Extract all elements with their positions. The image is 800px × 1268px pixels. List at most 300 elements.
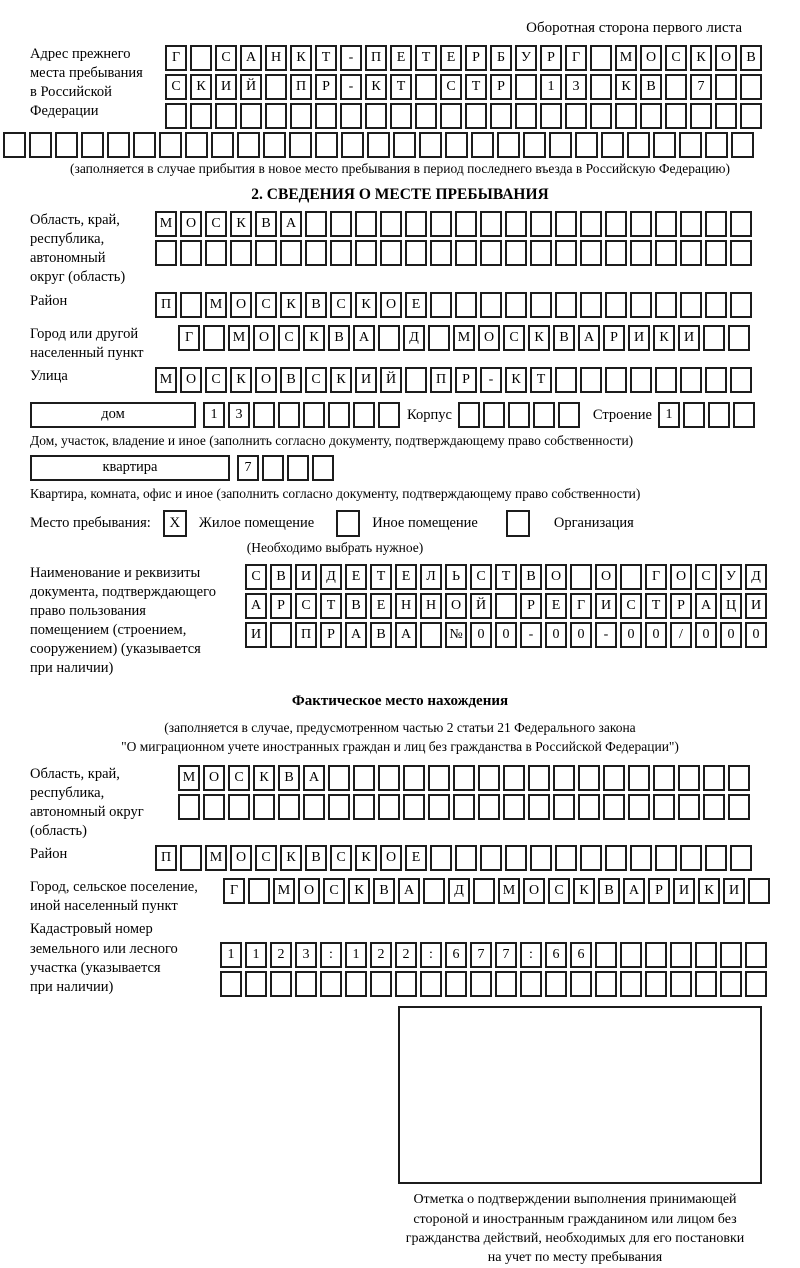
char-box: / [670,622,692,648]
char-box: Р [490,74,512,100]
char-box: Л [420,564,442,590]
char-box [655,367,677,393]
char-row [220,942,770,968]
apartment-note: Квартира, комната, офис и иное (заполнить согласно документу, подтверждающему право собственности) [30,485,641,501]
page-side-note: Оборотная сторона первого листа [526,20,742,36]
char-box [455,240,477,266]
char-box [203,325,225,351]
char-box [730,240,752,266]
char-box: Т [390,74,412,100]
char-box: : [420,942,442,968]
char-row [178,794,753,820]
char-box: Е [545,593,567,619]
char-box [630,367,652,393]
char-box [303,402,325,428]
char-box: С [255,292,277,318]
char-box: - [480,367,502,393]
char-box: М [615,45,637,71]
char-box: М [228,325,250,351]
char-box: К [230,211,252,237]
char-box: Т [645,593,667,619]
char-box [690,103,712,129]
char-box [480,240,502,266]
char-box [680,367,702,393]
char-box: Т [315,45,337,71]
char-row [178,325,753,351]
char-box [505,845,527,871]
document-label: Наименование и реквизиты документа, подтверждающего право пользования помещением (строением, сооружением) (указывается при наличии) [30,564,216,677]
prev-address-label: Адрес прежнего места пребывания в Российской Федерации [30,46,143,120]
char-box [445,132,468,158]
char-box [515,103,537,129]
char-box: С [165,74,187,100]
char-box [740,74,762,100]
city-label: Город или другой населенный пункт [30,325,144,361]
char-box [670,942,692,968]
char-box: К [355,292,377,318]
char-box [578,794,600,820]
char-box [505,240,527,266]
char-box [415,74,437,100]
char-box: : [320,942,342,968]
char-box [378,325,400,351]
char-box: А [303,765,325,791]
char-box: Т [530,367,552,393]
char-box [715,74,737,100]
char-box: В [280,367,302,393]
char-box [695,942,717,968]
char-box: С [278,325,300,351]
char-box: С [695,564,717,590]
char-box [290,103,312,129]
char-box [353,794,375,820]
section2-title: 2. СВЕДЕНИЯ О МЕСТЕ ПРЕБЫВАНИЯ [251,186,549,203]
char-box [628,765,650,791]
char-box [683,402,705,428]
char-box: П [155,845,177,871]
char-box [320,971,342,997]
char-box [280,240,302,266]
char-box: А [398,878,420,904]
char-box [240,103,262,129]
char-box [630,240,652,266]
char-box [453,794,475,820]
char-box: 1 [540,74,562,100]
char-box [703,765,725,791]
char-box [680,240,702,266]
char-box [81,132,104,158]
char-box: 1 [345,942,367,968]
char-box: С [255,845,277,871]
char-box: К [698,878,720,904]
char-box [530,211,552,237]
char-box: Т [415,45,437,71]
char-box: С [470,564,492,590]
char-box: 6 [570,942,592,968]
char-box [253,402,275,428]
char-box: 1 [658,402,680,428]
char-box [620,942,642,968]
char-box [380,211,402,237]
char-box [555,240,577,266]
char-box: Г [565,45,587,71]
char-box [133,132,156,158]
char-box: Г [570,593,592,619]
char-box [478,765,500,791]
char-box: С [323,878,345,904]
char-box: С [205,211,227,237]
char-box [420,622,442,648]
char-box: И [745,593,767,619]
char-box: П [365,45,387,71]
char-box: В [370,622,392,648]
char-box: 7 [237,455,259,481]
char-box [328,794,350,820]
char-box: И [215,74,237,100]
char-box [565,103,587,129]
char-box [245,971,267,997]
char-box: 3 [565,74,587,100]
char-box: К [303,325,325,351]
fact-district-field [30,845,770,874]
char-box [3,132,26,158]
char-box: М [273,878,295,904]
char-box: 7 [690,74,712,100]
char-box [530,845,552,871]
char-box: В [305,292,327,318]
char-box [415,103,437,129]
char-box: А [578,325,600,351]
char-box: М [498,878,520,904]
char-box [419,132,442,158]
region-label: Область, край, республика, автономный округ (область) [30,212,126,286]
char-box [545,971,567,997]
char-box [303,794,325,820]
char-row [165,103,765,129]
char-box: 6 [545,942,567,968]
char-row [165,74,765,100]
choose-note: (Необходимо выбрать нужное) [246,539,424,555]
char-box [595,971,617,997]
char-box: М [205,292,227,318]
char-box [367,132,390,158]
char-box [215,103,237,129]
char-box [340,103,362,129]
house-note: Дом, участок, владение и иное (заполнить согласно документу, подтверждающему право собственности) [30,432,634,448]
char-box [605,845,627,871]
char-box [653,132,676,158]
char-box [645,942,667,968]
char-box: К [653,325,675,351]
char-box: 0 [745,622,767,648]
char-box: С [620,593,642,619]
char-row [245,593,770,619]
char-box: А [395,622,417,648]
house-row [30,402,770,431]
char-box: С [330,845,352,871]
char-box: С [205,367,227,393]
char-box [570,564,592,590]
char-box [620,971,642,997]
char-box: 0 [720,622,742,648]
city-field [30,325,770,363]
char-box [580,845,602,871]
char-box [505,211,527,237]
char-box: О [180,211,202,237]
char-box: К [290,45,312,71]
char-box [580,240,602,266]
char-box [655,845,677,871]
char-box [653,765,675,791]
option-residential-label: Жилое помещение [198,514,315,531]
fact-region-field [30,765,770,842]
char-box: Р [270,593,292,619]
char-box [680,292,702,318]
char-box: С [245,564,267,590]
char-row [237,455,337,481]
char-box [203,794,225,820]
char-box [453,765,475,791]
char-box: К [528,325,550,351]
char-box: В [520,564,542,590]
char-box [605,211,627,237]
char-box: 0 [545,622,567,648]
char-box: К [230,367,252,393]
document-field [30,564,770,679]
char-box: А [280,211,302,237]
char-box: 3 [295,942,317,968]
char-box [478,794,500,820]
char-box [455,211,477,237]
char-box: И [628,325,650,351]
stay-type-row [30,510,770,537]
char-box: К [690,45,712,71]
char-box [365,103,387,129]
char-box [730,845,752,871]
char-box [745,942,767,968]
char-box [270,622,292,648]
char-box: В [305,845,327,871]
char-box [655,240,677,266]
fact-city-label: Город, сельское поселение, иной населенный пункт [30,879,198,915]
char-box: Г [165,45,187,71]
char-box [458,402,480,428]
char-box [190,45,212,71]
char-box [220,971,242,997]
char-box: Й [240,74,262,100]
char-row [155,845,755,871]
char-box [528,765,550,791]
char-box [555,845,577,871]
char-box: И [595,593,617,619]
char-box [205,240,227,266]
char-box [480,211,502,237]
char-box [230,240,252,266]
char-box: Т [320,593,342,619]
char-box [520,971,542,997]
house-type-box: дом [30,402,196,428]
char-box: К [573,878,595,904]
option-other-premises-label: Иное помещение [372,514,478,531]
fact-region-label: Область, край, республика, автономный округ (область) [30,765,144,839]
char-box [605,367,627,393]
char-box: И [245,622,267,648]
fact-city-field [30,878,770,916]
char-box: А [623,878,645,904]
char-box [720,971,742,997]
char-box [703,325,725,351]
char-box [378,402,400,428]
char-box: М [155,211,177,237]
char-box: В [640,74,662,100]
char-box [730,292,752,318]
char-box [680,845,702,871]
char-box: Р [520,593,542,619]
char-box: Р [465,45,487,71]
char-box [180,240,202,266]
char-box [353,765,375,791]
char-box [720,942,742,968]
prev-address-field [30,45,770,132]
char-box [430,292,452,318]
char-box: 0 [695,622,717,648]
char-box [503,794,525,820]
char-box [29,132,52,158]
char-box: В [740,45,762,71]
char-box [558,402,580,428]
char-box [228,794,250,820]
char-box [620,564,642,590]
char-box [705,367,727,393]
char-box: С [305,367,327,393]
char-box: 2 [395,942,417,968]
char-box [703,794,725,820]
char-box [237,132,260,158]
apartment-row [30,455,770,484]
district-field [30,292,770,321]
char-box: В [553,325,575,351]
char-box: Н [395,593,417,619]
char-box [645,971,667,997]
char-box [305,240,327,266]
char-box [523,132,546,158]
char-box [330,211,352,237]
char-box [107,132,130,158]
char-box: В [373,878,395,904]
char-box [403,794,425,820]
char-box [370,971,392,997]
char-box: Н [265,45,287,71]
char-box [530,240,552,266]
char-box [390,103,412,129]
street-field [30,367,770,396]
stamp-box [398,1006,762,1184]
char-box [495,971,517,997]
char-box [341,132,364,158]
char-box: И [295,564,317,590]
char-box [405,240,427,266]
char-box: М [178,765,200,791]
char-box [705,845,727,871]
char-box [670,971,692,997]
char-box: К [365,74,387,100]
char-box: Н [420,593,442,619]
char-box [540,103,562,129]
char-box [580,367,602,393]
char-box [470,971,492,997]
char-box [549,132,572,158]
char-box [423,878,445,904]
char-box: Г [223,878,245,904]
char-box [305,211,327,237]
char-box: И [723,878,745,904]
char-box [165,103,187,129]
char-box: П [430,367,452,393]
char-box [380,240,402,266]
char-box: 0 [470,622,492,648]
char-box [655,211,677,237]
char-box [328,402,350,428]
char-box: И [355,367,377,393]
char-box: С [440,74,462,100]
char-box: Е [370,593,392,619]
char-box: А [240,45,262,71]
char-box: С [215,45,237,71]
char-box: Е [440,45,462,71]
char-box [695,971,717,997]
char-box [595,942,617,968]
char-box [575,132,598,158]
char-box [748,878,770,904]
char-box: Ц [720,593,742,619]
char-box: К [280,845,302,871]
char-box [680,211,702,237]
char-box [603,794,625,820]
char-box: О [445,593,467,619]
char-box: Б [490,45,512,71]
checkbox-organization [506,510,530,537]
char-box: Д [745,564,767,590]
char-box: Й [380,367,402,393]
char-box [553,794,575,820]
char-box [295,971,317,997]
char-box [508,402,530,428]
char-row [3,132,770,158]
char-box [480,845,502,871]
char-box: Й [470,593,492,619]
char-box: Т [495,564,517,590]
char-box [180,845,202,871]
char-box [430,211,452,237]
char-box [445,971,467,997]
char-box: 2 [270,942,292,968]
char-box [353,402,375,428]
char-box: С [330,292,352,318]
char-box [553,765,575,791]
char-box: И [673,878,695,904]
char-box [483,402,505,428]
char-box: У [515,45,537,71]
char-box [265,103,287,129]
char-box [733,402,755,428]
char-box [653,794,675,820]
char-box [745,971,767,997]
stamp-caption: Отметка о подтверждении выполнения принимающей стороной и иностранным гражданином или лицом без гражданства действий, необходимых для его постановки на учет по месту пребывания [405,1192,745,1266]
char-box [715,103,737,129]
char-box [289,132,312,158]
char-box [428,794,450,820]
char-box [708,402,730,428]
